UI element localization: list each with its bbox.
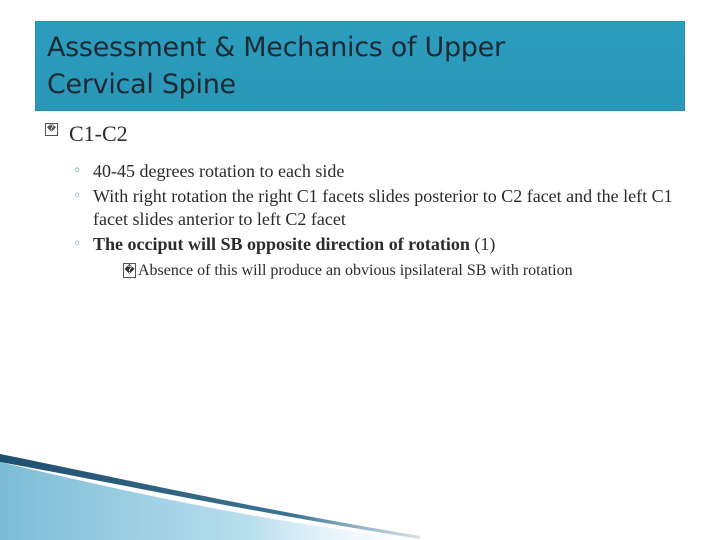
bullet-level-3: [45, 260, 675, 282]
bullet-level-1-text: C1-C2: [69, 121, 128, 146]
slide-title: [47, 29, 667, 103]
sub-bullet-reference: (1): [469, 234, 496, 254]
slide-title-line-2: Cervical Spine: [47, 69, 236, 100]
sub-bullet-facet-glide: [45, 185, 675, 231]
decorative-swoosh: [0, 440, 420, 540]
title-banner: [35, 21, 685, 111]
sub-bullet-text: With right rotation the right C1 facets slides posterior to C2 facet and the left C1 facet slides anterior to left C2 facet: [93, 186, 673, 229]
slide-title-line-1: Assessment & Mechanics of Upper: [47, 32, 505, 63]
open-circle-icon: ◦: [73, 236, 82, 252]
sub-bullet-occiput-sb: [45, 233, 675, 256]
sub-bullet-rotation-range: [45, 160, 675, 183]
box-glyph-icon: �: [46, 124, 57, 134]
sub-bullet-bold-text: The occiput will SB opposite direction of rotation: [93, 234, 470, 254]
box-glyph-icon: �: [124, 265, 135, 276]
slide-body: [45, 120, 675, 282]
sub-bullet-list: [45, 160, 675, 256]
bullet-level-3-text: Absence of this will produce an obvious ipsilateral SB with rotation: [138, 262, 573, 279]
bullet-level-1: [45, 120, 675, 148]
open-circle-icon: ◦: [73, 188, 82, 204]
open-circle-icon: ◦: [73, 163, 82, 179]
sub-bullet-text: 40-45 degrees rotation to each side: [93, 161, 345, 181]
